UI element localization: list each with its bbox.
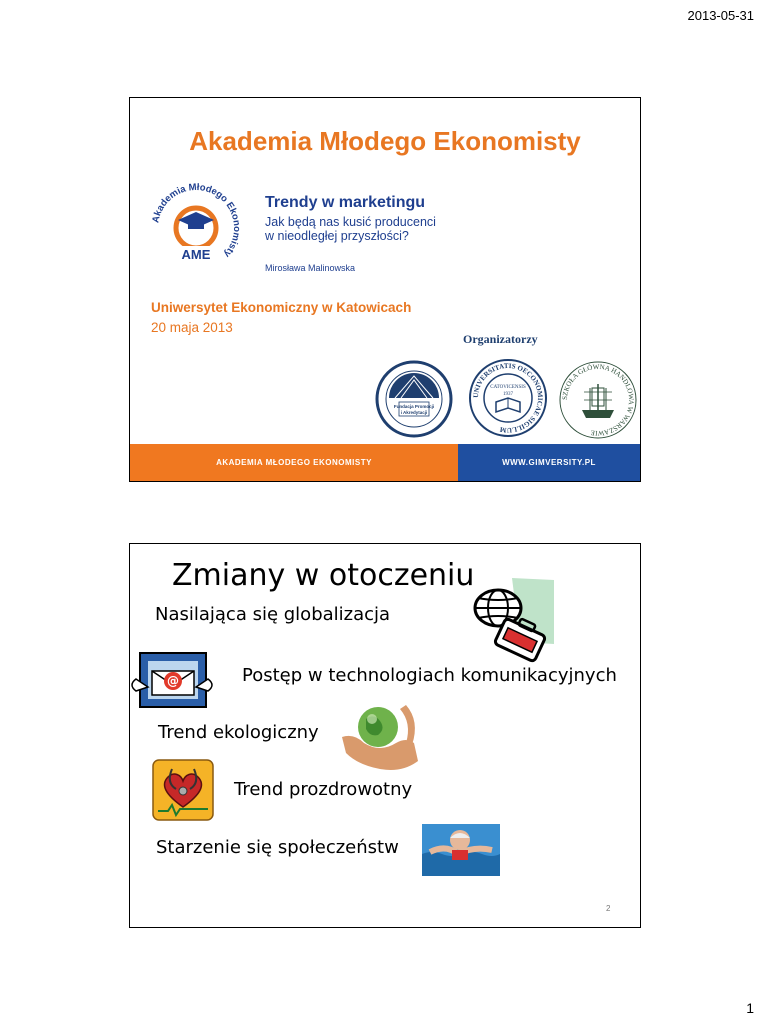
hands-earth-icon xyxy=(340,699,420,773)
slide-2-title: Zmiany w otoczeniu xyxy=(172,558,475,593)
globe-briefcase-icon xyxy=(460,578,556,668)
slide-2 xyxy=(129,543,641,928)
organizers-label: Organizatorzy xyxy=(463,332,538,346)
bullet-aging-society: Starzenie się społeczeństw xyxy=(156,837,399,858)
slide-1-title: Akademia Młodego Ekonomisty xyxy=(189,126,581,156)
bullet-health: Trend prozdrowotny xyxy=(234,779,413,800)
footer-website: WWW.GIMVERSITY.PL xyxy=(458,444,640,481)
ame-logo-icon xyxy=(150,182,242,274)
bullet-globalization: Nasilająca się globalizacja xyxy=(155,604,391,625)
bullet-communication-tech: Postęp w technologiach komunikacyjnych xyxy=(242,665,617,686)
email-envelope-icon xyxy=(129,651,216,709)
author-name: Mirosława Malinowska xyxy=(265,263,356,273)
talk-subtitle xyxy=(265,215,495,243)
sgh-seal-icon xyxy=(558,360,638,440)
bullet-ecology: Trend ekologiczny xyxy=(158,722,319,743)
printout-date: 2013-05-31 xyxy=(687,8,754,23)
university-seal-icon xyxy=(468,358,548,438)
talk-subtitle-line-1: Jak będą nas kusić producenci xyxy=(265,215,436,229)
elderly-swimmer-icon xyxy=(422,824,500,876)
talk-subtitle-line-2: w nieodległej przyszłości? xyxy=(265,229,409,243)
university-name: Uniwersytet Ekonomiczny w Katowicach xyxy=(151,300,412,315)
svg-text:1937: 1937 xyxy=(503,392,513,397)
svg-text:Fundacja Promocji: Fundacja Promocji xyxy=(393,404,435,409)
svg-text:Akademia Młodego Ekonomisty: Akademia Młodego Ekonomisty xyxy=(150,182,242,260)
event-date: 20 maja 2013 xyxy=(151,320,233,335)
slide-1 xyxy=(129,97,641,482)
talk-title: Trendy w marketingu xyxy=(265,194,426,211)
page-number: 1 xyxy=(746,1000,754,1016)
svg-text:@: @ xyxy=(167,674,179,688)
slide-number: 2 xyxy=(606,904,611,913)
heart-stethoscope-icon xyxy=(152,759,214,821)
svg-text:CATOVICENSIS: CATOVICENSIS xyxy=(490,385,526,390)
ame-logo-text: AME xyxy=(181,247,211,262)
svg-text:UNIVERSITATIS OECONOMICAE SIGI: UNIVERSITATIS OECONOMICAE SIGILLUM xyxy=(471,361,545,435)
fundacja-seal-icon xyxy=(375,360,453,438)
footer-academy-name: AKADEMIA MŁODEGO EKONOMISTY xyxy=(130,444,458,481)
svg-text:i Akredytacji: i Akredytacji xyxy=(400,410,428,415)
svg-text:SZKOŁA GŁÓWNA HANDLOWA W WARSZ: SZKOŁA GŁÓWNA HANDLOWA W WARSZAWIE xyxy=(560,362,636,438)
